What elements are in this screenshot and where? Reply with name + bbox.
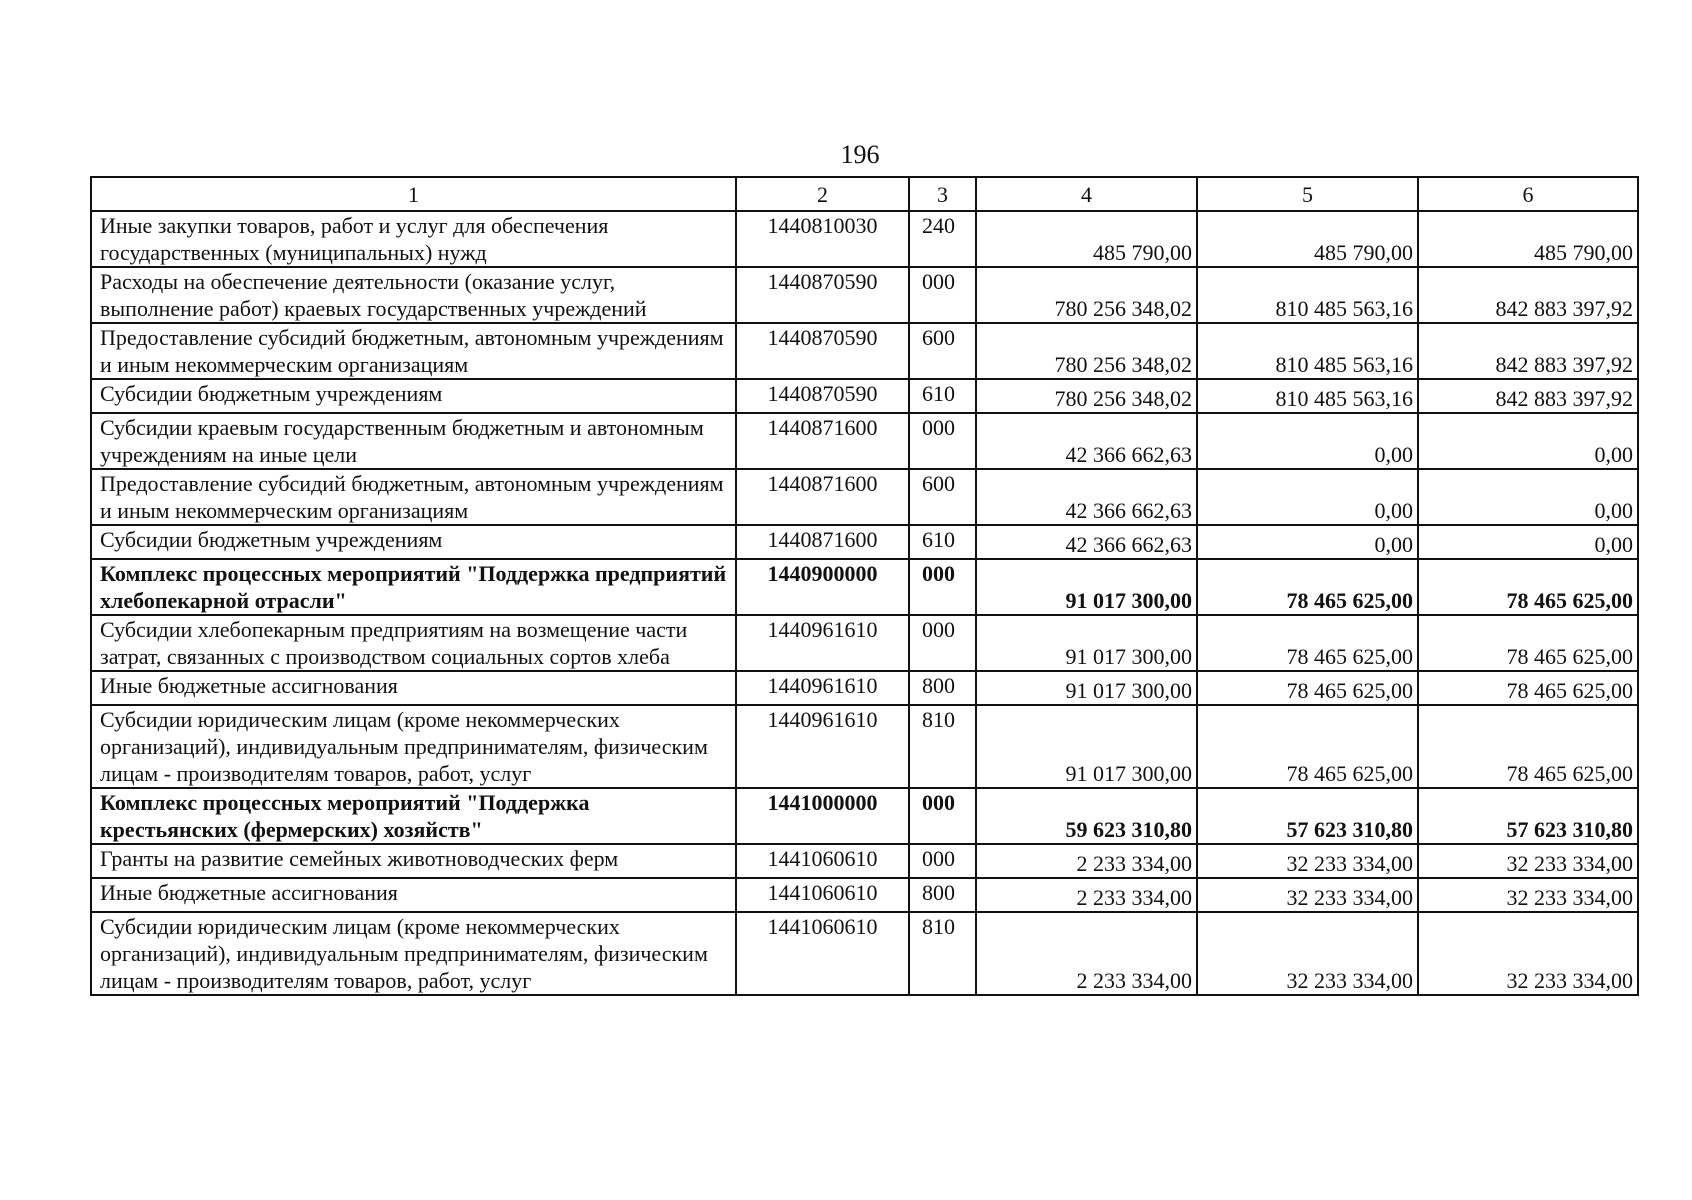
row-expense-type: 000: [909, 559, 976, 615]
row-amount-col4: 2 233 334,00: [976, 844, 1197, 878]
table-row: [91, 671, 1638, 705]
row-expense-type: 600: [909, 469, 976, 525]
column-header-6: 6: [1418, 177, 1638, 211]
row-name: Субсидии хлебопекарным предприятиям на возмещение части затрат, связанных с производством социальных сортов хлеба: [91, 615, 736, 671]
row-amount-col5: 810 485 563,16: [1197, 267, 1418, 323]
column-header-1: 1: [91, 177, 736, 211]
row-expense-type: 600: [909, 323, 976, 379]
row-amount-col5: 32 233 334,00: [1197, 844, 1418, 878]
page-number: 196: [840, 140, 880, 169]
table-body: [91, 211, 1638, 995]
row-code: 1440870590: [736, 323, 909, 379]
row-amount-col5: 0,00: [1197, 413, 1418, 469]
row-amount-col6: 32 233 334,00: [1418, 878, 1638, 912]
row-code: 1440871600: [736, 525, 909, 559]
row-amount-col5: 78 465 625,00: [1197, 671, 1418, 705]
column-header-4: 4: [976, 177, 1197, 211]
row-code: 1441000000: [736, 788, 909, 844]
column-header-3: 3: [909, 177, 976, 211]
row-code: 1441060610: [736, 912, 909, 995]
row-amount-col5: 0,00: [1197, 469, 1418, 525]
table-row: [91, 211, 1638, 267]
row-name: Расходы на обеспечение деятельности (оказание услуг, выполнение работ) краевых государственных учреждений: [91, 267, 736, 323]
row-expense-type: 000: [909, 413, 976, 469]
row-name: Иные бюджетные ассигнования: [91, 878, 736, 912]
row-expense-type: 000: [909, 788, 976, 844]
table-row-section: [91, 788, 1638, 844]
row-amount-col5: 57 623 310,80: [1197, 788, 1418, 844]
row-expense-type: 810: [909, 912, 976, 995]
row-amount-col6: 842 883 397,92: [1418, 323, 1638, 379]
row-amount-col6: 32 233 334,00: [1418, 912, 1638, 995]
table-header-row: [91, 177, 1638, 211]
table-row: [91, 615, 1638, 671]
row-name: Предоставление субсидий бюджетным, автономным учреждениям и иным некоммерческим организациям: [91, 323, 736, 379]
row-amount-col5: 78 465 625,00: [1197, 559, 1418, 615]
row-code: 1441060610: [736, 844, 909, 878]
row-code: 1441060610: [736, 878, 909, 912]
row-amount-col4: 485 790,00: [976, 211, 1197, 267]
row-expense-type: 240: [909, 211, 976, 267]
row-name: Иные бюджетные ассигнования: [91, 671, 736, 705]
row-amount-col4: 91 017 300,00: [976, 671, 1197, 705]
row-code: 1440870590: [736, 379, 909, 413]
row-amount-col6: 32 233 334,00: [1418, 844, 1638, 878]
row-code: 1440871600: [736, 469, 909, 525]
row-amount-col4: 42 366 662,63: [976, 469, 1197, 525]
row-name: Предоставление субсидий бюджетным, автономным учреждениям и иным некоммерческим организациям: [91, 469, 736, 525]
table-row: [91, 705, 1638, 788]
row-amount-col6: 0,00: [1418, 413, 1638, 469]
row-amount-col4: 780 256 348,02: [976, 267, 1197, 323]
row-code: 1440810030: [736, 211, 909, 267]
table-row: [91, 323, 1638, 379]
table-row: [91, 469, 1638, 525]
row-amount-col6: 78 465 625,00: [1418, 615, 1638, 671]
row-amount-col4: 780 256 348,02: [976, 379, 1197, 413]
row-amount-col4: 42 366 662,63: [976, 413, 1197, 469]
row-expense-type: 000: [909, 615, 976, 671]
row-expense-type: 800: [909, 671, 976, 705]
row-amount-col6: 842 883 397,92: [1418, 267, 1638, 323]
row-amount-col5: 810 485 563,16: [1197, 323, 1418, 379]
row-amount-col6: 0,00: [1418, 469, 1638, 525]
row-code: 1440870590: [736, 267, 909, 323]
row-code: 1440961610: [736, 615, 909, 671]
row-code: 1440900000: [736, 559, 909, 615]
row-amount-col5: 810 485 563,16: [1197, 379, 1418, 413]
row-name: Субсидии юридическим лицам (кроме некоммерческих организаций), индивидуальным предпринимателям, физическим лицам - производителям товаров, работ, услуг: [91, 912, 736, 995]
row-amount-col6: 0,00: [1418, 525, 1638, 559]
row-name: Субсидии юридическим лицам (кроме некоммерческих организаций), индивидуальным предпринимателям, физическим лицам - производителям товаров, работ, услуг: [91, 705, 736, 788]
row-amount-col6: 78 465 625,00: [1418, 559, 1638, 615]
row-amount-col5: 78 465 625,00: [1197, 615, 1418, 671]
row-name: Субсидии бюджетным учреждениям: [91, 525, 736, 559]
row-amount-col4: 91 017 300,00: [976, 615, 1197, 671]
row-amount-col6: 842 883 397,92: [1418, 379, 1638, 413]
row-amount-col4: 59 623 310,80: [976, 788, 1197, 844]
row-expense-type: 810: [909, 705, 976, 788]
row-amount-col6: 78 465 625,00: [1418, 705, 1638, 788]
row-amount-col5: 32 233 334,00: [1197, 912, 1418, 995]
row-expense-type: 610: [909, 525, 976, 559]
row-amount-col5: 78 465 625,00: [1197, 705, 1418, 788]
column-header-5: 5: [1197, 177, 1418, 211]
column-header-2: 2: [736, 177, 909, 211]
row-amount-col5: 0,00: [1197, 525, 1418, 559]
row-amount-col4: 2 233 334,00: [976, 878, 1197, 912]
row-name: Комплекс процессных мероприятий "Поддержка предприятий хлебопекарной отрасли": [91, 559, 736, 615]
row-amount-col4: 42 366 662,63: [976, 525, 1197, 559]
table-row: [91, 267, 1638, 323]
row-name: Субсидии краевым государственным бюджетным и автономным учреждениям на иные цели: [91, 413, 736, 469]
row-amount-col4: 780 256 348,02: [976, 323, 1197, 379]
table-row: [91, 379, 1638, 413]
row-expense-type: 000: [909, 844, 976, 878]
row-name: Комплекс процессных мероприятий "Поддержка крестьянских (фермерских) хозяйств": [91, 788, 736, 844]
table-row: [91, 844, 1638, 878]
row-expense-type: 000: [909, 267, 976, 323]
row-amount-col6: 78 465 625,00: [1418, 671, 1638, 705]
row-amount-col6: 485 790,00: [1418, 211, 1638, 267]
row-code: 1440871600: [736, 413, 909, 469]
row-name: Гранты на развитие семейных животноводческих ферм: [91, 844, 736, 878]
row-amount-col5: 485 790,00: [1197, 211, 1418, 267]
row-code: 1440961610: [736, 671, 909, 705]
table-row: [91, 878, 1638, 912]
table-row-section: [91, 559, 1638, 615]
row-amount-col6: 57 623 310,80: [1418, 788, 1638, 844]
table-row: [91, 525, 1638, 559]
row-code: 1440961610: [736, 705, 909, 788]
row-amount-col4: 91 017 300,00: [976, 705, 1197, 788]
table-row: [91, 912, 1638, 995]
row-expense-type: 610: [909, 379, 976, 413]
row-name: Иные закупки товаров, работ и услуг для обеспечения государственных (муниципальных) нужд: [91, 211, 736, 267]
row-name: Субсидии бюджетным учреждениям: [91, 379, 736, 413]
budget-table: [90, 176, 1639, 996]
row-amount-col4: 2 233 334,00: [976, 912, 1197, 995]
table-row: [91, 413, 1638, 469]
row-amount-col4: 91 017 300,00: [976, 559, 1197, 615]
row-expense-type: 800: [909, 878, 976, 912]
row-amount-col5: 32 233 334,00: [1197, 878, 1418, 912]
